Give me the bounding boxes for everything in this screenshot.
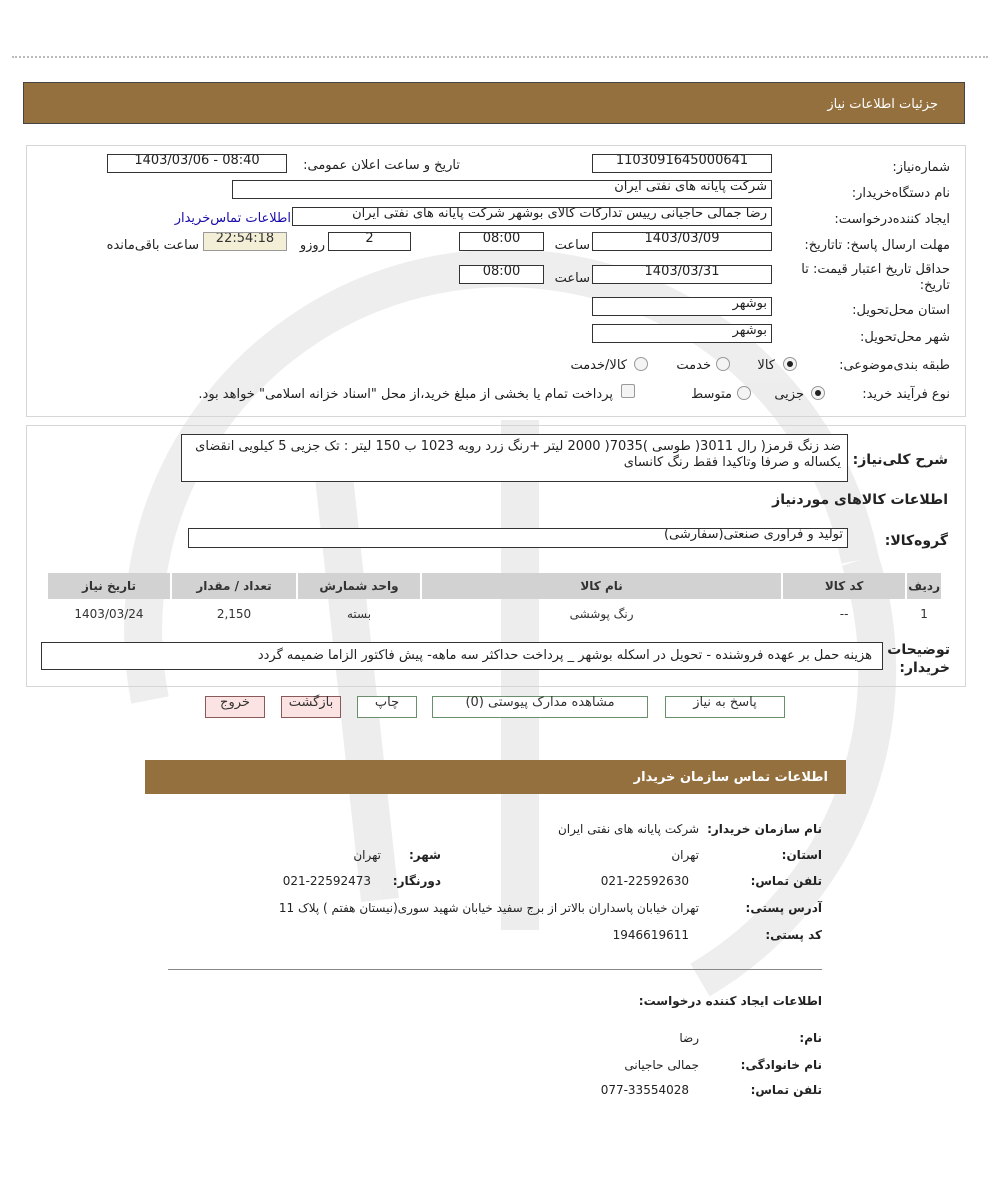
exit-button[interactable]: خروج [205,696,265,718]
price-validity-date-field: 1403/03/31 [592,265,772,284]
buyer-org-label: نام دستگاه‌خریدار: [851,186,950,201]
back-button[interactable]: بازگشت [281,696,341,718]
price-validity-label: حداقل تاریخ اعتبار قیمت: تا تاریخ: [801,262,950,293]
deadline-label: مهلت ارسال پاسخ: تاتاریخ: [804,238,950,253]
announce-datetime-field: 1403/03/06 - 08:40 [107,154,287,173]
creator-info-heading: اطلاعات ایجاد کننده درخواست: [638,994,822,1008]
creator-field: رضا جمالی حاجیانی رییس تدارکات کالای بوشهر شرکت پایانه های نفتی ایران [292,207,772,226]
reply-button[interactable]: پاسخ به نیاز [665,696,785,718]
col-header-name: نام کالا [422,573,781,599]
remaining-time-label: ساعت باقی‌مانده [106,238,199,253]
buyer-notes-label: توضیحات خریدار: [887,642,950,676]
creator-phone-label: تلفن تماس: [750,1083,822,1097]
col-header-row: ردیف [907,573,941,599]
contact-city-label: شهر: [409,848,441,862]
creator-name-label: نام: [799,1031,822,1045]
remaining-days-field: 2 [328,232,411,251]
process-label: نوع فرآیند خرید: [862,387,950,402]
col-header-qty: تعداد / مقدار [172,573,296,599]
cell-code: -- [839,607,849,621]
remaining-time-field: 22:54:18 [203,232,287,251]
postal-code-label: کد پستی: [765,928,822,942]
category-radio-goods[interactable] [783,357,797,371]
creator-phone-value: 077-33554028 [600,1083,689,1097]
announce-datetime-label: تاریخ و ساعت اعلان عمومی: [303,158,460,173]
need-number-field: 1103091645000641 [592,154,772,173]
contact-province-label: استان: [781,848,822,862]
cell-name: رنگ پوششی [569,607,634,621]
process-radio-medium[interactable] [737,386,751,400]
col-header-date: تاریخ نیاز [48,573,170,599]
goods-info-heading: اطلاعات کالاهای موردنیاز [772,492,948,508]
top-dotted-divider [12,56,988,58]
buyer-org-field: شرکت پایانه های نفتی ایران [232,180,772,199]
goods-group-field: تولید و فراوری صنعتی(سفارشی) [188,528,848,548]
org-name-label: نام سازمان خریدار: [707,822,822,836]
contact-divider [168,969,822,970]
contact-phone-label: تلفن تماس: [750,874,822,888]
address-value: تهران خیابان پاسداران بالاتر از برج سفید خیابان شهید سوری(نیستان هفتم ) پلاک 11 [278,901,699,915]
fax-value: 021-22592473 [282,874,371,888]
col-header-code: کد کالا [783,573,905,599]
treasury-payment-checkbox[interactable] [621,384,635,398]
cell-unit: بسته [346,607,372,621]
deadline-time-field: 08:00 [459,232,544,251]
city-label: شهر محل‌تحویل: [860,330,950,345]
price-validity-time-field: 08:00 [459,265,544,284]
summary-label: شرح کلی‌نیاز: [852,452,948,468]
process-radio-minor[interactable] [811,386,825,400]
deadline-time-label: ساعت [554,238,590,253]
buyer-contact-link[interactable]: اطلاعات تماس‌خریدار [174,211,291,226]
cell-date: 1403/03/24 [74,607,144,621]
province-label: استان محل‌تحویل: [852,303,950,318]
contact-city-value: تهران [353,848,381,862]
table-row [48,601,941,627]
print-button[interactable]: چاپ [357,696,417,718]
province-field: بوشهر [592,297,772,316]
cell-row: 1 [920,607,928,621]
creator-family-value: جمالی حاجیانی [624,1058,699,1072]
page-title: جزئيات اطلاعات نياز [827,97,938,112]
need-number-label: شماره‌نیاز: [892,160,950,175]
contact-phone-value: 021-22592630 [600,874,689,888]
category-option-service: خدمت [676,358,711,373]
category-option-goods-service: کالا/خدمت [570,358,627,373]
col-header-unit: واحد شمارش [298,573,420,599]
contact-province-value: تهران [671,848,699,862]
org-name-value: شرکت پایانه های نفتی ایران [557,822,699,836]
process-option-medium: متوسط [691,387,732,402]
category-radio-goods-service[interactable] [634,357,648,371]
contact-heading-bar [145,760,846,794]
summary-text-field: ضد زنگ قرمز( رال 3011( طوسی )7035( 2000 لیتر +رنگ زرد رویه 1023 ب 150 لیتر : تک جزیی 5 کیلویی انقضای یکساله و صرفا وتاکیدا فقط رنگ کانسای [181,434,848,482]
goods-group-label: گروه‌کالا: [884,533,948,549]
days-label: روزو [299,238,325,253]
category-option-goods: کالا [757,358,775,373]
process-option-minor: جزیی [774,387,804,402]
deadline-date-field: 1403/03/09 [592,232,772,251]
category-label: طبقه بندی‌موضوعی: [839,358,950,373]
address-label: آدرس پستی: [745,901,822,915]
page-title-bar [23,82,965,124]
attachments-button[interactable]: مشاهده مدارک پیوستی (0) [432,696,648,718]
city-field: بوشهر [592,324,772,343]
fax-label: دورنگار: [392,874,441,888]
creator-name-value: رضا [679,1031,699,1045]
cell-qty: 2,150 [216,607,252,621]
creator-family-label: نام خانوادگی: [740,1058,822,1072]
buyer-notes-field: هزینه حمل بر عهده فروشنده - تحویل در اسکله بوشهر _ پرداخت حداکثر سه ماهه- پیش فاکتور الزاما ضمیمه گردد [41,642,883,670]
category-radio-service[interactable] [716,357,730,371]
postal-code-value: 1946619611 [612,928,689,942]
price-validity-time-label: ساعت [554,271,590,286]
creator-label: ایجاد کننده‌درخواست: [834,212,950,227]
contact-heading: اطلاعات تماس سازمان خریدار [633,770,828,785]
treasury-payment-note: پرداخت تمام یا بخشی از مبلغ خرید،از محل "اسناد خزانه اسلامی" خواهد بود. [198,387,613,402]
goods-table [46,571,943,629]
